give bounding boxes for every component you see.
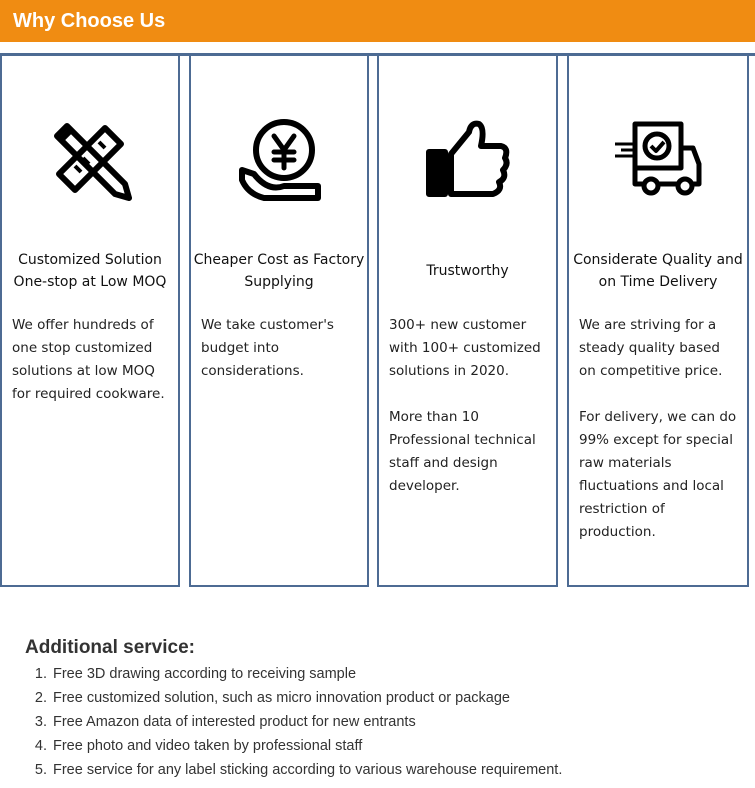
feature-title: Considerate Quality and on Time Delivery xyxy=(573,252,743,290)
section-title: Why Choose Us xyxy=(13,10,166,32)
yen-coin-hand-icon xyxy=(234,114,324,204)
feature-text: We offer hundreds of one stop customized solutions at low MOQ for required cookware. xyxy=(12,317,165,402)
list-item: 5. Free service for any label sticking according to various warehouse requirement. xyxy=(51,758,562,782)
additional-heading: Additional service: xyxy=(25,637,195,658)
thumbs-up-icon xyxy=(423,114,513,204)
feature-title: Customized Solution One-stop at Low MOQ xyxy=(13,252,167,290)
feature-title: Trustworthy xyxy=(426,263,509,279)
list-item: 1. Free 3D drawing according to receiving sample xyxy=(51,662,562,686)
feature-card-customized xyxy=(0,53,180,587)
feature-card-cost xyxy=(189,53,369,587)
feature-text: We take customer's budget into considerations. xyxy=(201,317,334,379)
list-item: 2. Free customized solution, such as micro innovation product or package xyxy=(51,686,562,710)
feature-text: 300+ new customer with 100+ customized solutions in 2020. xyxy=(389,317,541,379)
delivery-truck-icon xyxy=(613,114,703,204)
feature-card-trustworthy xyxy=(377,53,558,587)
additional-service xyxy=(25,637,562,782)
list-item: 3. Free Amazon data of interested product for new entrants xyxy=(51,710,562,734)
feature-text: We are striving for a steady quality based on competitive price. xyxy=(579,317,723,379)
section-header xyxy=(0,0,755,42)
pencil-ruler-icon xyxy=(45,114,135,204)
feature-text: More than 10 Professional technical staff and design developer. xyxy=(389,409,536,494)
feature-title: Cheaper Cost as Factory Supplying xyxy=(193,252,365,290)
feature-text: For delivery, we can do 99% except for special raw materials fluctuations and local restriction of production. xyxy=(579,409,737,540)
feature-card-delivery xyxy=(567,53,749,587)
list-item: 4. Free photo and video taken by professional staff xyxy=(51,734,562,758)
